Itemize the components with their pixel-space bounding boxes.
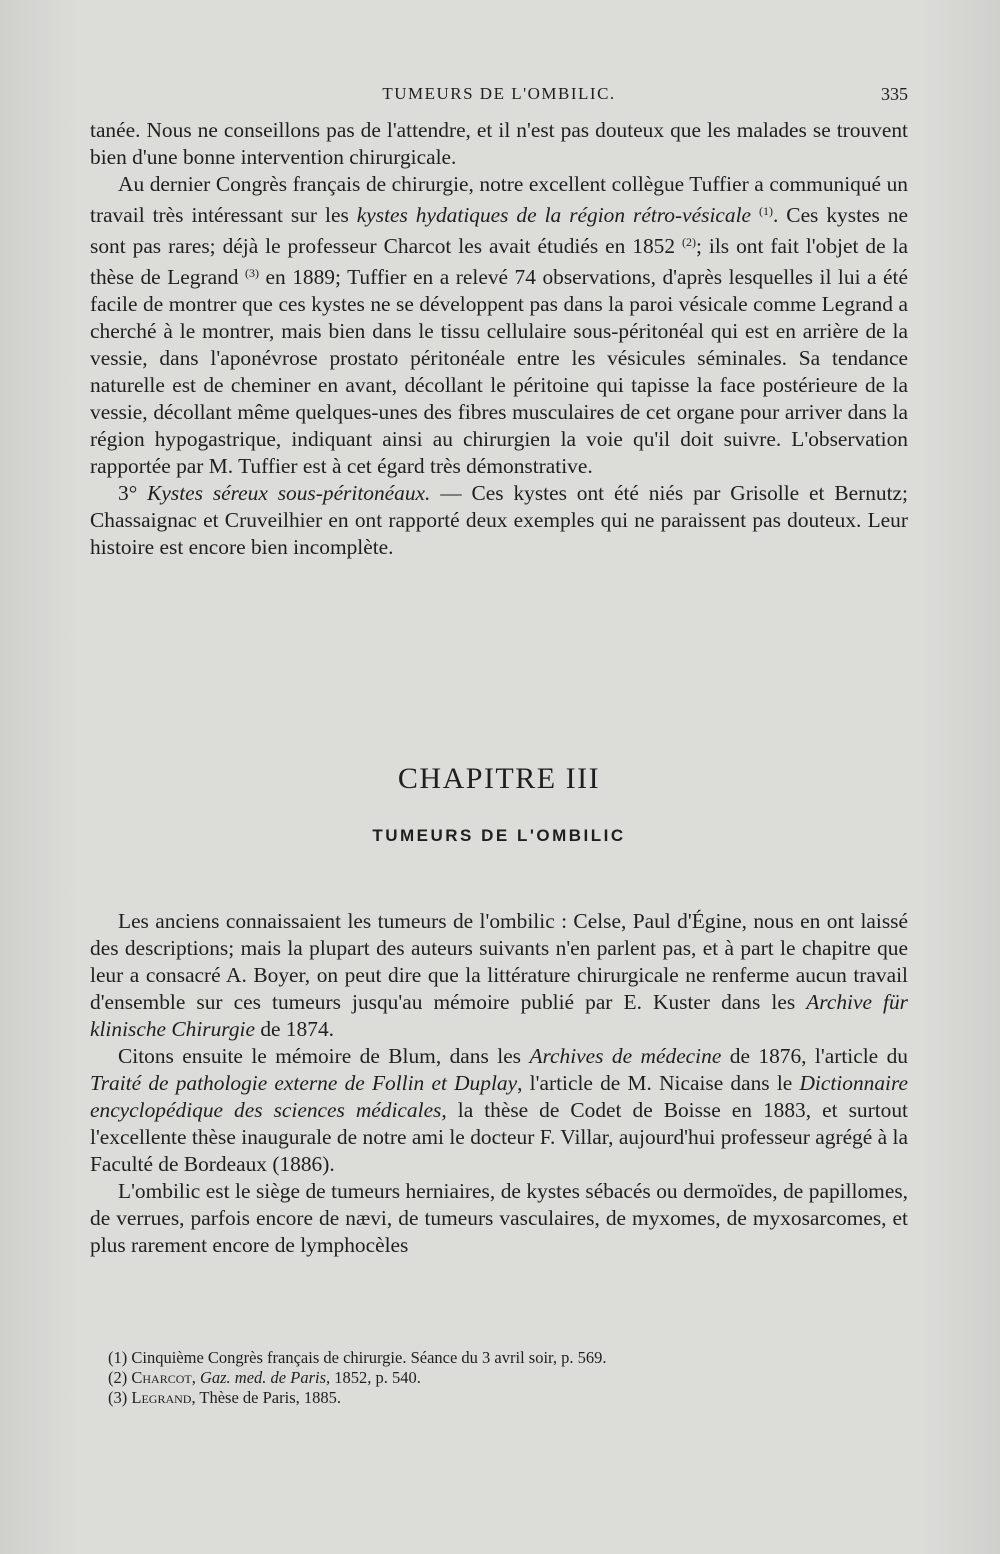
item-number: 3° [118, 481, 148, 505]
text-block-upper [90, 117, 908, 561]
footnote-journal: Gaz. med. de Paris, [199, 1368, 331, 1387]
text-run: ; ils ont fait l'objet de la thèse de Legrand [90, 234, 908, 289]
footnote-author: Legrand, [131, 1388, 196, 1407]
italic-term: kystes hydatiques de la région rétro-vésicale [356, 203, 752, 227]
footnote-ref-1: (1) [758, 204, 773, 218]
italic-title: Archive für klinische Chirurgie [90, 990, 908, 1041]
running-head [90, 84, 908, 110]
footnote-number: (3) [108, 1388, 128, 1407]
italic-title: Traité de pathologie externe de Follin et Duplay [90, 1071, 518, 1095]
paragraph-ombilic: L'ombilic est le siège de tumeurs herniaires, de kystes sébacés ou dermoïdes, de papillomes, de verrues, parfois encore de nævi, de tumeurs vasculaires, de myxomes, de myxosarcomes, et plus rarement encore de lymphocèles [90, 1179, 908, 1257]
text-run: de 1874. [254, 1017, 334, 1041]
italic-title: Dictionnaire encyclopédique des sciences médicales [90, 1071, 909, 1122]
footnote-3 [108, 1388, 888, 1408]
paragraph-tuffier [90, 171, 908, 480]
page-number: 335 [881, 84, 908, 104]
chapter-title: CHAPITRE III [397, 762, 601, 795]
footnote-author: Charcot, [131, 1368, 196, 1387]
footnote-1 [108, 1348, 888, 1368]
footnote-text: Cinquième Congrès français de chirurgie. Séance du 3 avril soir, p. 569. [131, 1348, 607, 1367]
paragraph-continuation: tanée. Nous ne conseillons pas de l'attendre, et il n'est pas douteux que les malades se trouvent bien d'une bonne intervention chirurgicale. [90, 118, 908, 169]
text-run: Au dernier Congrès français de chirurgie, notre excellent collègue Tuffier a communiqué un travail très intéressant sur les [90, 172, 908, 227]
text-run: — Ces kystes ont été niés par Grisolle et Bernutz; Chassaignac et Cruveilhier en ont rapporté deux exemples qui ne paraissent pas douteux. Leur histoire est encore bien incomplète. [90, 481, 908, 559]
footnotes [108, 1348, 888, 1408]
footnote-2 [108, 1368, 888, 1388]
italic-heading: Kystes séreux sous-péritonéaux. [147, 481, 431, 505]
footnote-text: 1852, p. 540. [330, 1368, 421, 1387]
text-run: Les anciens connaissaient les tumeurs de l'ombilic : Celse, Paul d'Égine, nous en ont laissé des descriptions; mais la plupart des auteurs suivants n'en parlent pas, et à part le chapitre que leur a consacré A. Boyer, on peut dire que la littérature chirurgicale ne renferme aucun travail d'ensemble sur ces tumeurs jusqu'au mémoire publié par E. Kuster dans les [90, 909, 908, 1014]
text-run: en 1889; Tuffier en a relevé 74 observations, d'après lesquelles il lui a été facile de montrer que ces kystes ne se développent pas dans la paroi vésicale comme Legrand a cherché à le montrer, mais bien dans le tissu cellulaire sous-péritonéal qui est en arrière de la vessie, dans l'aponévrose prostato péritonéale entre les vésicules séminales. Sa tendance naturelle est de cheminer en avant, décollant le péritoine qui tapisse la face postérieure de la vessie, décollant même quelques-unes des fibres musculaires de cet organe pour arriver dans la région hypogastrique, indiquant ainsi au chirurgien la voie qu'il doit suivre. L'observation rapportée par M. Tuffier est à cet égard très démonstrative. [90, 265, 908, 478]
running-head-title: TUMEURS DE L'OMBILIC. [382, 84, 616, 103]
text-block-lower [90, 908, 908, 1259]
text-run: . Ces kystes ne sont pas rares; déjà le professeur Charcot les avait étudiés en 1852 [90, 203, 908, 258]
paragraph-kystes-sereux [90, 480, 908, 561]
footnote-text: Thèse de Paris, 1885. [195, 1388, 342, 1407]
footnote-ref-2: (2) [682, 235, 697, 249]
text-run: de 1876, l'article du [721, 1044, 908, 1068]
paragraph-citons [90, 1043, 908, 1178]
text-run: , la thèse de Codet de Boisse en 1883, et surtout l'excellente thèse inaugurale de notre ami le docteur F. Villar, aujourd'hui professeur agrégé à la Faculté de Bordeaux (1886). [90, 1098, 908, 1176]
text-run: , l'article de M. Nicaise dans le [517, 1071, 800, 1095]
footnote-number: (1) [108, 1348, 128, 1367]
chapter-subtitle: TUMEURS DE L'OMBILIC [372, 826, 626, 845]
footnote-ref-3: (3) [244, 266, 259, 280]
paragraph-anciens [90, 908, 908, 1043]
footnote-number: (2) [108, 1368, 128, 1387]
text-run: Citons ensuite le mémoire de Blum, dans les [118, 1044, 530, 1068]
italic-title: Archives de médecine [529, 1044, 722, 1068]
